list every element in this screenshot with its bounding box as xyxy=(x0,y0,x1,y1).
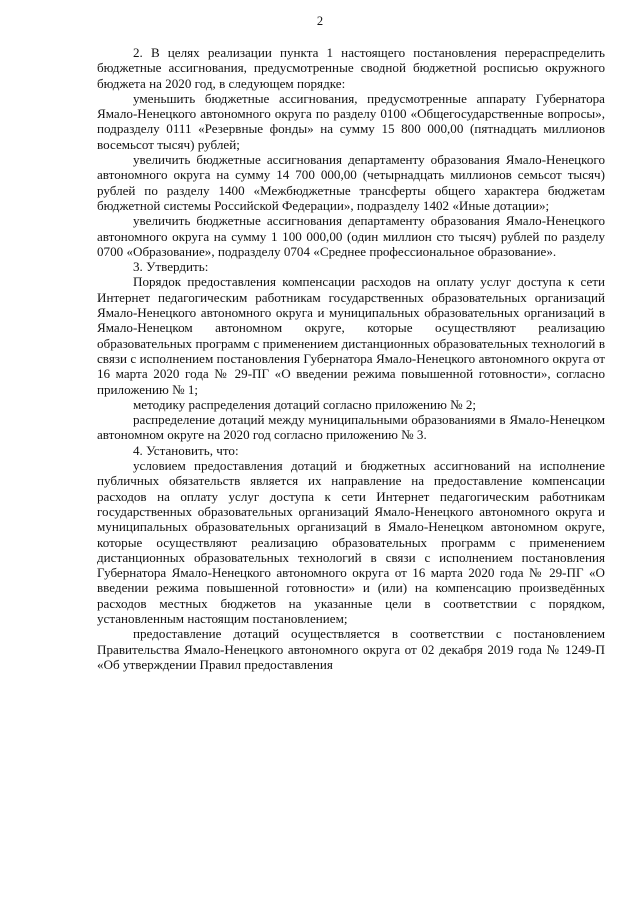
paragraph-decrease-allocations: уменьшить бюджетные ассигнования, предусмотренные аппарату Губернатора Ямало-Ненецкого автономного округа по разделу 0100 «Общегосударственные вопросы», подразделу 0111 «Резервные фонды» на сумму 15 800 000,00 (пятнадцать миллионов восемьсот тысяч) рублей; xyxy=(97,90,605,152)
paragraph-increase-allocations-1400: увеличить бюджетные ассигнования департаменту образования Ямало-Ненецкого автономного округа на сумму 14 700 000,00 (четырнадцать миллионов семьсот тысяч) рублей по разделу 1400 «Межбюджетные трансферты общего характера бюджетам бюджетной системы Российской Федерации», подразделу 1402 «Иные дотации»; xyxy=(97,152,605,213)
paragraph-increase-allocations-0700: увеличить бюджетные ассигнования департаменту образования Ямало-Ненецкого автономного округа на сумму 1 100 000,00 (один миллион сто тысяч) рублей по разделу 0700 «Образование», подразделу 0704 «Среднее профессиональное образование». xyxy=(97,213,605,259)
paragraph-4-establish: 4. Установить, что: xyxy=(133,442,239,458)
document-body xyxy=(97,45,605,672)
paragraph-distribution-method: методику распределения дотаций согласно приложению № 2; xyxy=(133,396,477,412)
paragraph-distribution-between-municipalities: распределение дотаций между муниципальными образованиями в Ямало-Ненецком автономном округе на 2020 год согласно приложению № 3. xyxy=(97,412,605,443)
paragraph-provision-of-subsidies: предоставление дотаций осуществляется в соответствии с постановлением Правительства Ямало-Ненецкого автономного округа от 02 декабря 2019 года № 1249-П «Об утверждении Правил предоставления xyxy=(97,626,605,672)
paragraph-compensation-procedure: Порядок предоставления компенсации расходов на оплату услуг доступа к сети Интернет педагогическим работникам государственных образовательных организаций Ямало-Ненецкого автономного округа и муниципальных образовательных организаций в Ямало-Ненецком автономном округе, которые осуществляют реализацию образовательных программ с применением дистанционных образовательных технологий в связи с исполнением постановления Губернатора Ямало-Ненецкого автономного округа от 16 марта 2020 года № 29-ПГ «О введении режима повышенной готовности», согласно приложению № 1; xyxy=(97,274,605,397)
paragraph-3-approve: 3. Утвердить: xyxy=(133,259,209,275)
paragraph-2-intro: 2. В целях реализации пункта 1 настоящего постановления перераспределить бюджетные ассигнования, предусмотренные сводной бюджетной росписью окружного бюджета на 2020 год, в следующем порядке: xyxy=(97,45,605,91)
page-number: 2 xyxy=(316,14,324,28)
paragraph-condition-of-provision: условием предоставления дотаций и бюджетных ассигнований на исполнение публичных обязательств является их направление на предоставление компенсации расходов на оплату услуг доступа к сети Интернет педагогическим работникам государственных образовательных организаций Ямало-Ненецкого автономного округа и муниципальных образовательных организаций в Ямало-Ненецком автономном округе, которые осуществляют реализацию образовательных программ с применением дистанционных образовательных технологий в связи с исполнением постановления Губернатора Ямало-Ненецкого автономного округа от 16 марта 2020 года № 29-ПГ «О введении режима повышенной готовности» и (или) на компенсацию произведённых расходов местных бюджетов на указанные цели в соответствии с порядком, установленным настоящим постановлением; xyxy=(97,458,605,626)
